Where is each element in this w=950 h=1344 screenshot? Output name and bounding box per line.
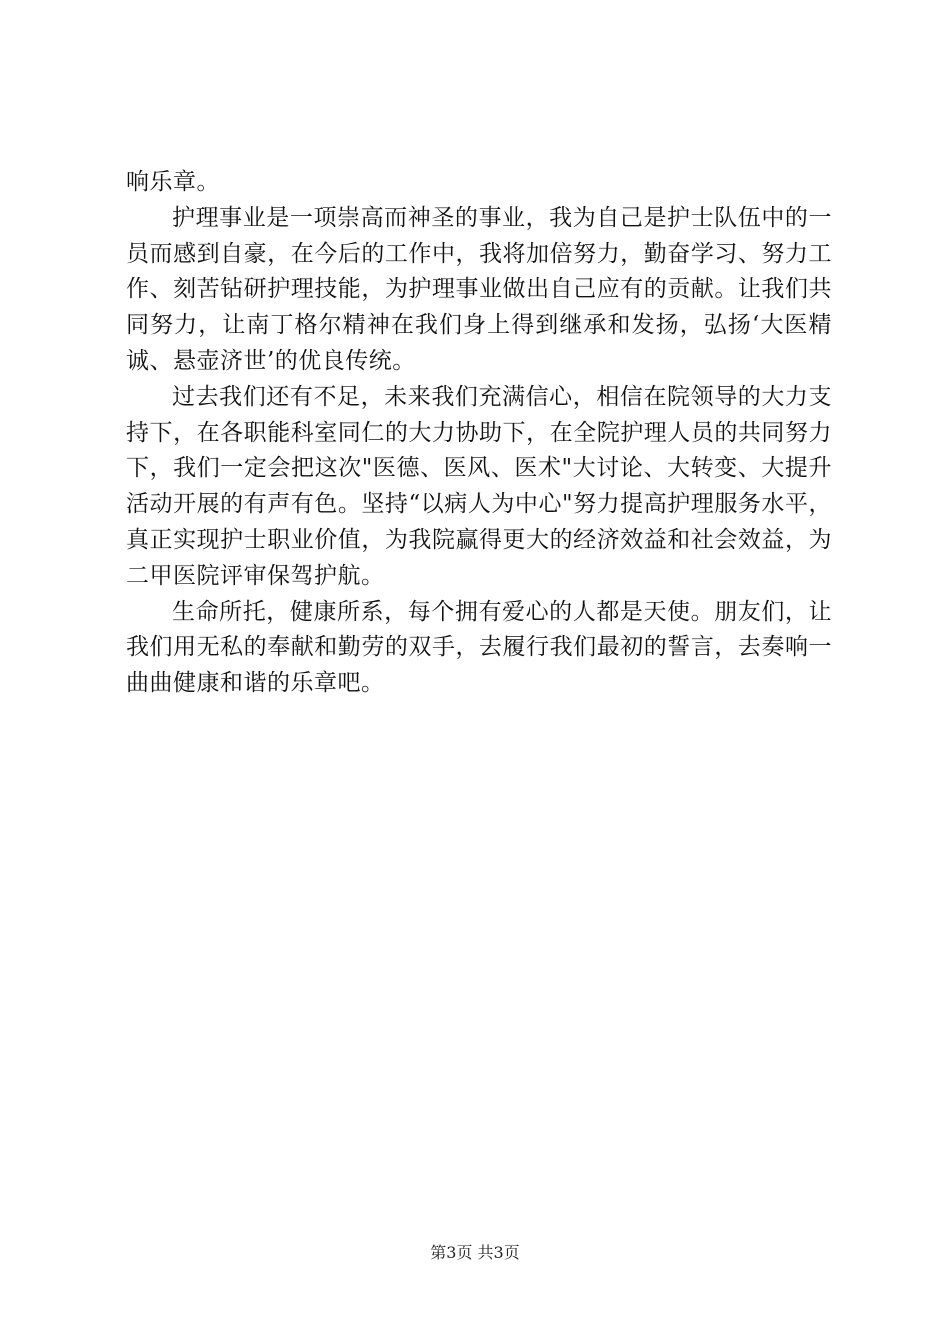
paragraph-closing: 生命所托，健康所系，每个拥有爱心的人都是天使。朋友们，让我们用无私的奉献和勤劳的双手，去履行我们最初的誓言，去奏响一曲曲健康和谐的乐章吧。 [126, 598, 832, 697]
document-body [126, 165, 832, 702]
paragraph-nursing-career: 护理事业是一项崇高而神圣的事业，我为自己是护士队伍中的一员而感到自豪，在今后的工作中，我将加倍努力，勤奋学习、努力工作、刻苦钻研护理技能，为护理事业做出自己应有的贡献。让我们共同努力，让南丁格尔精神在我们身上得到继承和发扬，弘扬‘大医精诚、悬壶济世’的优良传统。 [126, 204, 832, 374]
paragraph-past-and-future: 过去我们还有不足，未来我们充满信心，相信在院领导的大力支持下，在各职能科室同仁的大力协助下，在全院护理人员的共同努力下，我们一定会把这次"医德、医风、医术"大讨论、大转变、大提升活动开展的有声有色。坚持“以病人为中心"努力提高护理服务水平，真正实现护士职业价值，为我院赢得更大的经济效益和社会效益，为二甲医院评审保驾护航。 [126, 383, 832, 589]
page-number-footer: 第3页 共3页 [430, 1243, 520, 1262]
paragraph-continuation: 响乐章。 [126, 169, 220, 195]
